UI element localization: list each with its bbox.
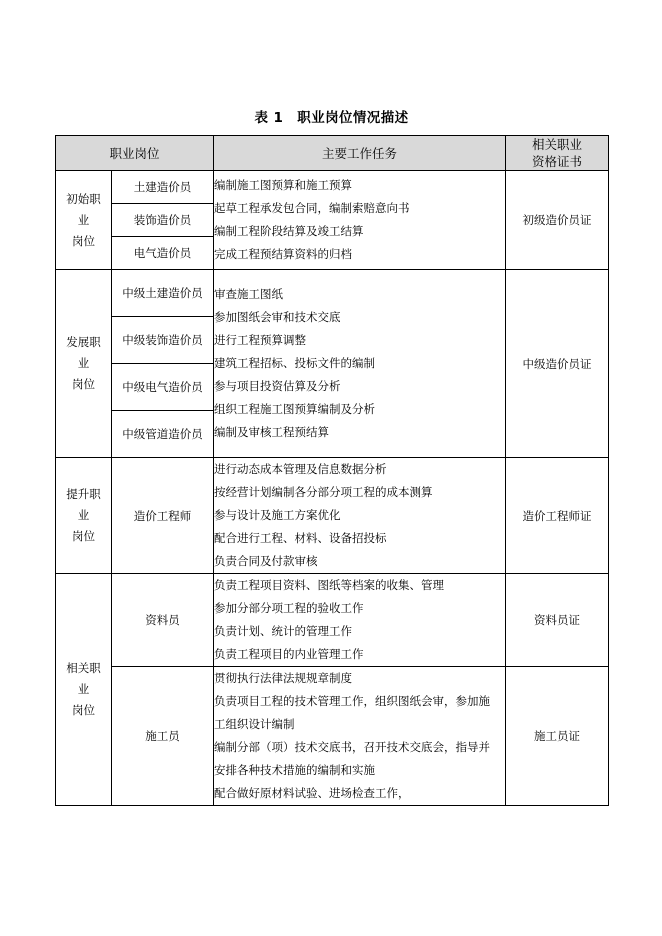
- certificate-cell: 初级造价员证: [506, 171, 609, 270]
- task-line: 参与设计及施工方案优化: [214, 508, 341, 522]
- tasks-cell-clerk: [214, 574, 506, 667]
- role-cell: 施工员: [112, 667, 214, 806]
- table-header-row: [56, 136, 609, 171]
- table-row: [56, 458, 609, 574]
- group-label-line: 岗位: [72, 529, 95, 543]
- task-line: 负责工程项目的内业管理工作: [214, 647, 364, 661]
- tasks-cell-development: [214, 270, 506, 458]
- table-title: [55, 108, 608, 128]
- table-row: [56, 270, 609, 317]
- role-cell: 中级土建造价员: [112, 270, 214, 317]
- certificate-cell: 中级造价员证: [506, 270, 609, 458]
- task-line: 编制分部（项）技术交底书，召开技术交底会，指导并安排各种技术措施的编制和实施: [214, 740, 491, 777]
- group-label-line: 业: [77, 212, 90, 227]
- header-position: 职业岗位: [56, 136, 214, 171]
- group-label-line: 岗位: [72, 233, 95, 248]
- task-line: 参与项目投资估算及分析: [214, 379, 341, 393]
- role-cell: 中级电气造价员: [112, 364, 214, 411]
- task-line: 负责工程项目资料、图纸等档案的收集、管理: [214, 578, 445, 592]
- task-line: 审查施工图纸: [214, 287, 284, 301]
- certificate-cell: 资料员证: [506, 574, 609, 667]
- tasks-cell-initial: [214, 171, 506, 270]
- table-number: 表 1: [254, 110, 284, 126]
- group-label-related: [56, 574, 112, 806]
- group-label-line: 业: [77, 682, 90, 696]
- job-position-table: [55, 135, 609, 806]
- role-cell: 中级装饰造价员: [112, 317, 214, 364]
- task-line: 配合做好原材料试验、进场检查工作，: [214, 786, 410, 800]
- header-tasks: 主要工作任务: [214, 136, 506, 171]
- group-label-line: 业: [77, 508, 90, 522]
- group-label-development: [56, 270, 112, 458]
- role-cell: 装饰造价员: [112, 204, 214, 237]
- task-line: 参加分部分项工程的验收工作: [214, 601, 364, 615]
- task-line: 起草工程承发包合同，编制索赔意向书: [214, 201, 410, 215]
- group-label-line: 发展职: [66, 335, 101, 349]
- role-cell: 资料员: [112, 574, 214, 667]
- certificate-cell: 施工员证: [506, 667, 609, 806]
- task-line: 完成工程预结算资料的归档: [214, 247, 353, 261]
- group-label-initial: [56, 171, 112, 270]
- header-certificate-line1: 相关职业: [532, 137, 583, 152]
- group-label-line: 岗位: [72, 377, 95, 391]
- role-cell: 中级管道造价员: [112, 411, 214, 458]
- task-line: 参加图纸会审和技术交底: [214, 310, 341, 324]
- task-line: 编制施工图预算和施工预算: [214, 178, 353, 192]
- task-line: 编制及审核工程预结算: [214, 425, 330, 439]
- task-line: 负责项目工程的技术管理工作，组织图纸会审，参加施工组织设计编制: [214, 694, 491, 731]
- group-label-line: 业: [77, 356, 90, 370]
- tasks-cell-promotion: [214, 458, 506, 574]
- task-line: 进行工程预算调整: [214, 333, 307, 347]
- certificate-cell: 造价工程师证: [506, 458, 609, 574]
- group-label-line: 岗位: [72, 703, 95, 717]
- header-certificate-line2: 资格证书: [532, 154, 583, 169]
- role-cell: 土建造价员: [112, 171, 214, 204]
- task-line: 贯彻执行法律法规规章制度: [214, 671, 353, 685]
- task-line: 负责合同及付款审核: [214, 554, 318, 568]
- table-row: [56, 667, 609, 806]
- group-label-line: 初始职: [66, 191, 101, 206]
- task-line: 负责计划、统计的管理工作: [214, 624, 353, 638]
- task-line: 组织工程施工图预算编制及分析: [214, 402, 376, 416]
- group-label-line: 提升职: [66, 487, 101, 501]
- role-cell: 造价工程师: [112, 458, 214, 574]
- tasks-cell-foreman: [214, 667, 506, 806]
- role-cell: 电气造价员: [112, 237, 214, 270]
- task-line: 编制工程阶段结算及竣工结算: [214, 224, 364, 238]
- header-certificate: [506, 136, 609, 171]
- task-line: 配合进行工程、材料、设备招投标: [214, 531, 387, 545]
- group-label-promotion: [56, 458, 112, 574]
- task-line: 按经营计划编制各分部分项工程的成本测算: [214, 485, 433, 499]
- task-line: 建筑工程招标、投标文件的编制: [214, 356, 376, 370]
- table-row: [56, 574, 609, 667]
- task-line: 进行动态成本管理及信息数据分析: [214, 462, 387, 476]
- table-row: [56, 171, 609, 204]
- table-title-text: 职业岗位情况描述: [297, 110, 409, 126]
- group-label-line: 相关职: [66, 661, 101, 675]
